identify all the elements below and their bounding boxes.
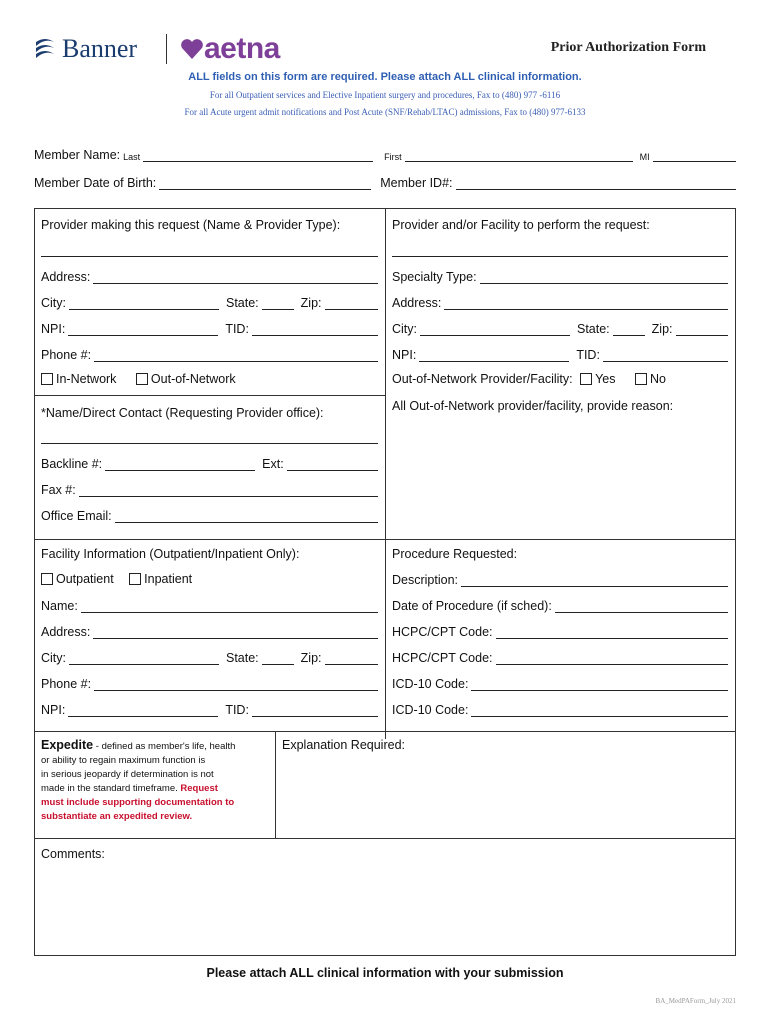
member-id-field[interactable] bbox=[456, 178, 736, 190]
fax-field[interactable] bbox=[79, 485, 378, 497]
provider-tid-label: TID: bbox=[225, 322, 249, 336]
icd1-field[interactable] bbox=[471, 679, 728, 691]
provider-city-row bbox=[41, 296, 378, 310]
hcpc2-field[interactable] bbox=[496, 653, 729, 665]
expedite-text3: in serious jeopardy if determination is not bbox=[41, 769, 214, 780]
procedure-date-field[interactable] bbox=[555, 601, 728, 613]
perform-city-row bbox=[392, 322, 728, 336]
facility-tid-label: TID: bbox=[225, 703, 249, 717]
dob-label: Member Date of Birth: bbox=[34, 176, 157, 190]
facility-heading: Facility Information (Outpatient/Inpatient Only): bbox=[41, 547, 300, 561]
provider-heading: Provider making this request (Name & Provider Type): bbox=[41, 218, 341, 232]
perform-city-label: City: bbox=[392, 322, 417, 336]
expedite-red3: substantiate an expedited review. bbox=[41, 811, 193, 822]
perform-address-field[interactable] bbox=[444, 298, 728, 310]
facility-tid-field[interactable] bbox=[252, 705, 378, 717]
backline-field[interactable] bbox=[105, 459, 255, 471]
perform-city-field[interactable] bbox=[420, 324, 570, 336]
expedite-column-divider bbox=[275, 731, 276, 839]
provider-phone-label: Phone #: bbox=[41, 348, 92, 362]
first-label: First bbox=[384, 152, 402, 162]
expedite-note bbox=[41, 738, 271, 824]
outpatient-label: Outpatient bbox=[56, 572, 114, 586]
backline-row bbox=[41, 457, 378, 471]
expedite-title: Expedite bbox=[41, 738, 94, 752]
form-id: BA_MedPAForm_July 2021 bbox=[655, 997, 736, 1005]
facility-city-row bbox=[41, 651, 378, 665]
hcpc1-label: HCPC/CPT Code: bbox=[392, 625, 493, 639]
description-row bbox=[392, 573, 728, 587]
hcpc2-row bbox=[392, 651, 728, 665]
expedite-red2: must include supporting documentation to bbox=[41, 797, 235, 808]
provider-zip-label: Zip: bbox=[300, 296, 322, 310]
facility-city-label: City: bbox=[41, 651, 66, 665]
fax-acute: For all Acute urgent admit notifications and Post Acute (SNF/Rehab/LTAC) admissions, Fax to (480) 977-6133 bbox=[184, 107, 586, 117]
provider-name-field[interactable] bbox=[41, 256, 378, 257]
provider-city-label: City: bbox=[41, 296, 66, 310]
contact-field[interactable] bbox=[41, 443, 378, 444]
facility-phone-field[interactable] bbox=[94, 679, 378, 691]
provider-npi-row bbox=[41, 322, 378, 336]
oon-label: Out-of-Network Provider/Facility: bbox=[392, 372, 573, 386]
provider-zip-field[interactable] bbox=[325, 298, 378, 310]
explanation-label: Explanation Required: bbox=[282, 738, 405, 752]
provider-npi-field[interactable] bbox=[68, 324, 218, 336]
hcpc2-label: HCPC/CPT Code: bbox=[392, 651, 493, 665]
perform-tid-field[interactable] bbox=[603, 350, 728, 362]
out-network-label: Out-of-Network bbox=[150, 372, 236, 386]
provider-city-field[interactable] bbox=[69, 298, 219, 310]
provider-address-label: Address: bbox=[41, 270, 91, 284]
provider-state-label: State: bbox=[226, 296, 259, 310]
specialty-field[interactable] bbox=[480, 272, 728, 284]
perform-heading: Provider and/or Facility to perform the request: bbox=[392, 218, 650, 232]
member-dob-row bbox=[34, 176, 736, 190]
perform-npi-field[interactable] bbox=[419, 350, 569, 362]
outpatient-checkbox[interactable] bbox=[41, 573, 53, 585]
last-name-field[interactable] bbox=[143, 150, 373, 162]
dob-field[interactable] bbox=[159, 178, 371, 190]
oon-row bbox=[392, 372, 666, 386]
provider-tid-field[interactable] bbox=[252, 324, 378, 336]
expedite-red1: Request bbox=[180, 783, 218, 794]
icd2-row bbox=[392, 703, 728, 717]
perform-npi-label: NPI: bbox=[392, 348, 417, 362]
facility-address-field[interactable] bbox=[93, 627, 378, 639]
oon-no-checkbox[interactable] bbox=[635, 373, 647, 385]
provider-address-field[interactable] bbox=[93, 272, 378, 284]
perform-state-field[interactable] bbox=[613, 324, 645, 336]
banner-logo bbox=[34, 34, 137, 64]
last-label: Last bbox=[123, 152, 141, 162]
aetna-logo-text: aetna bbox=[204, 32, 280, 65]
oon-yes-label: Yes bbox=[595, 372, 616, 386]
required-note: ALL fields on this form are required. Please attach ALL clinical information. bbox=[188, 71, 582, 83]
member-name-row bbox=[34, 148, 736, 162]
email-row bbox=[41, 509, 378, 523]
mi-field[interactable] bbox=[653, 150, 736, 162]
oon-yes-checkbox[interactable] bbox=[580, 373, 592, 385]
facility-type-options bbox=[41, 572, 192, 586]
description-field[interactable] bbox=[461, 575, 728, 587]
provider-phone-field[interactable] bbox=[94, 350, 378, 362]
contact-label: *Name/Direct Contact (Requesting Provider office): bbox=[41, 406, 324, 420]
facility-state-field[interactable] bbox=[262, 653, 294, 665]
column-divider bbox=[385, 208, 386, 739]
facility-phone-row bbox=[41, 677, 378, 691]
provider-phone-row bbox=[41, 348, 378, 362]
icd2-field[interactable] bbox=[471, 705, 728, 717]
first-name-field[interactable] bbox=[405, 150, 633, 162]
facility-phone-label: Phone #: bbox=[41, 677, 92, 691]
icd1-label: ICD-10 Code: bbox=[392, 677, 469, 691]
member-id-label: Member ID#: bbox=[380, 176, 453, 190]
inpatient-label: Inpatient bbox=[144, 572, 193, 586]
fax-outpatient: For all Outpatient services and Elective Inpatient surgery and procedures, Fax to (480) 977 -6116 bbox=[209, 90, 561, 100]
in-network-checkbox[interactable] bbox=[41, 373, 53, 385]
perform-address-label: Address: bbox=[392, 296, 442, 310]
contact-divider bbox=[34, 395, 385, 396]
specialty-label: Specialty Type: bbox=[392, 270, 477, 284]
fax-label: Fax #: bbox=[41, 483, 76, 497]
expedite-dash: - bbox=[93, 741, 102, 752]
icd2-label: ICD-10 Code: bbox=[392, 703, 469, 717]
procedure-heading: Procedure Requested: bbox=[392, 547, 518, 561]
perform-tid-label: TID: bbox=[576, 348, 600, 362]
inpatient-checkbox[interactable] bbox=[129, 573, 141, 585]
perform-zip-field[interactable] bbox=[676, 324, 728, 336]
facility-zip-field[interactable] bbox=[325, 653, 378, 665]
aetna-logo bbox=[180, 32, 280, 66]
hcpc1-field[interactable] bbox=[496, 627, 729, 639]
backline-label: Backline #: bbox=[41, 457, 103, 471]
procedure-date-row bbox=[392, 599, 728, 613]
hcpc1-row bbox=[392, 625, 728, 639]
facility-zip-label: Zip: bbox=[300, 651, 322, 665]
facility-name-field[interactable] bbox=[81, 601, 378, 613]
footer-note: Please attach ALL clinical information with your submission bbox=[206, 966, 564, 980]
provider-npi-label: NPI: bbox=[41, 322, 66, 336]
procedure-date-label: Date of Procedure (if sched): bbox=[392, 599, 552, 613]
out-network-checkbox[interactable] bbox=[136, 373, 148, 385]
in-network-label: In-Network bbox=[56, 372, 117, 386]
facility-npi-field[interactable] bbox=[68, 705, 218, 717]
expedite-text1: defined as member's life, health bbox=[101, 741, 236, 752]
expedite-text4: made in the standard timeframe. bbox=[41, 783, 178, 794]
comments-label: Comments: bbox=[41, 847, 105, 861]
facility-state-label: State: bbox=[226, 651, 259, 665]
facility-name-row bbox=[41, 599, 378, 613]
facility-address-label: Address: bbox=[41, 625, 91, 639]
facility-address-row bbox=[41, 625, 378, 639]
provider-state-field[interactable] bbox=[262, 298, 294, 310]
facility-city-field[interactable] bbox=[69, 653, 219, 665]
perform-address-row bbox=[392, 296, 728, 310]
perform-zip-label: Zip: bbox=[651, 322, 673, 336]
specialty-row bbox=[392, 270, 728, 284]
ext-field[interactable] bbox=[287, 459, 378, 471]
banner-logo-text: Banner bbox=[62, 34, 138, 63]
email-field[interactable] bbox=[115, 511, 378, 523]
mi-label: MI bbox=[639, 152, 650, 162]
oon-reason-label: All Out-of-Network provider/facility, provide reason: bbox=[392, 399, 674, 413]
banner-shield-icon bbox=[34, 36, 56, 62]
expedite-divider bbox=[34, 731, 736, 732]
ext-label: Ext: bbox=[262, 457, 284, 471]
network-options bbox=[41, 372, 236, 386]
comments-field[interactable] bbox=[36, 866, 734, 954]
facility-npi-label: NPI: bbox=[41, 703, 66, 717]
perform-name-field[interactable] bbox=[392, 256, 728, 257]
facility-npi-row bbox=[41, 703, 378, 717]
provider-address-row bbox=[41, 270, 378, 284]
member-name-label: Member Name: bbox=[34, 148, 121, 162]
fax-row bbox=[41, 483, 378, 497]
heart-icon bbox=[180, 38, 204, 60]
email-label: Office Email: bbox=[41, 509, 112, 523]
expedite-text2: or ability to regain maximum function is bbox=[41, 755, 206, 766]
perform-npi-row bbox=[392, 348, 728, 362]
perform-state-label: State: bbox=[577, 322, 610, 336]
logo-divider bbox=[166, 34, 167, 64]
description-label: Description: bbox=[392, 573, 458, 587]
facility-name-label: Name: bbox=[41, 599, 78, 613]
icd1-row bbox=[392, 677, 728, 691]
form-title: Prior Authorization Form bbox=[550, 40, 706, 55]
comments-divider bbox=[34, 838, 736, 839]
oon-no-label: No bbox=[649, 372, 666, 386]
facility-divider bbox=[34, 539, 736, 540]
